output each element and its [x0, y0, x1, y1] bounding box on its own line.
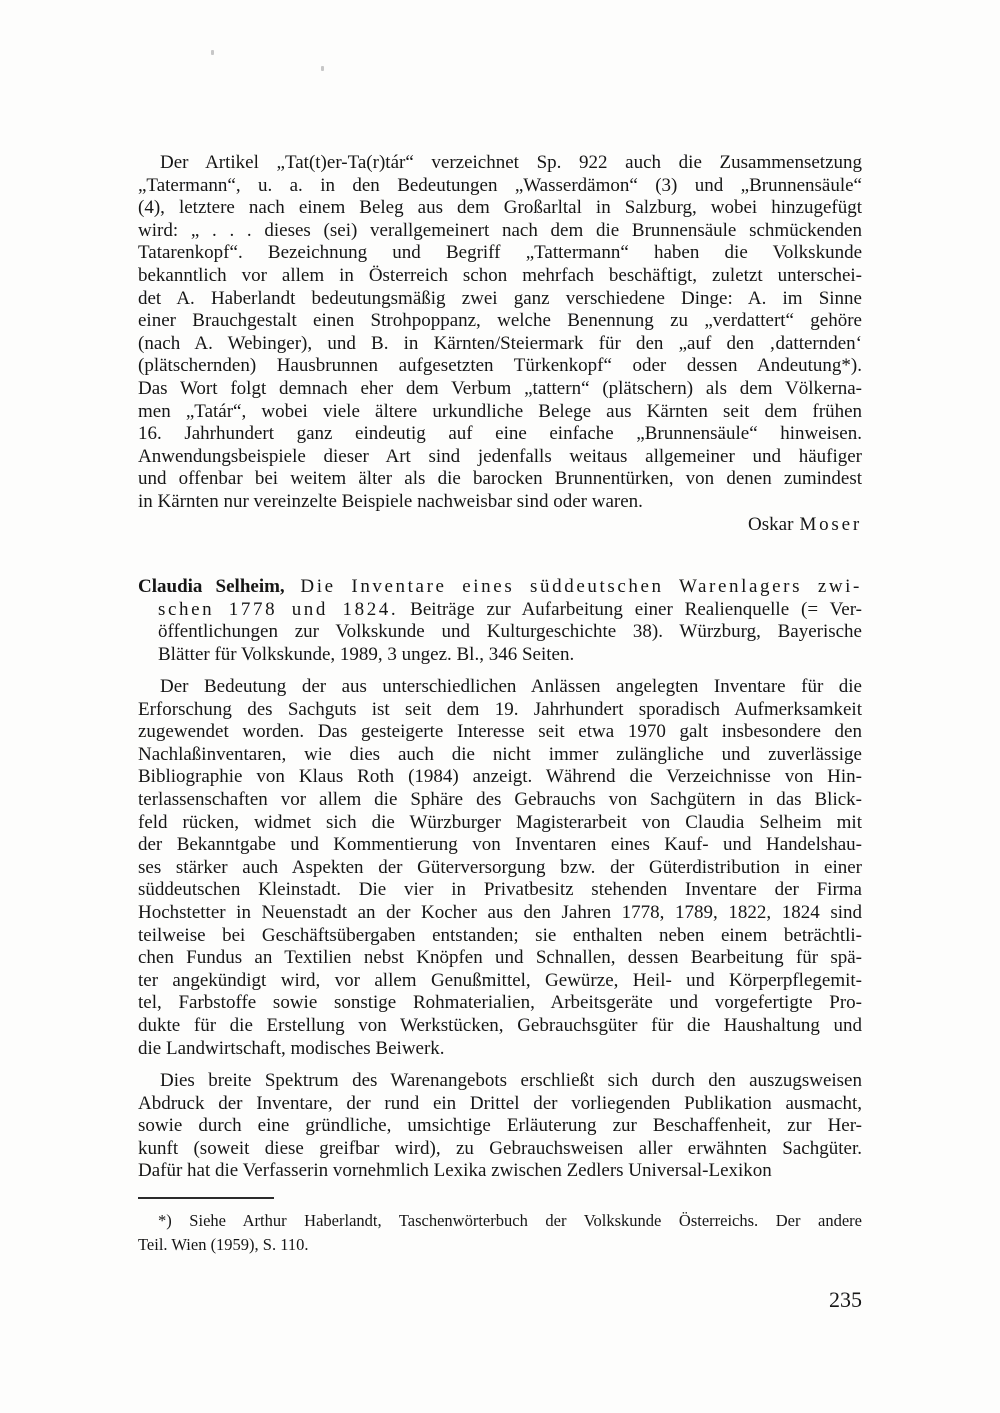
- text-line: Das Wort folgt demnach eher dem Verbum „tattern“ (plätschern) als dem Völkerna-: [138, 377, 862, 399]
- text-line: (plätschernden) Hausbrunnen aufgesetzten Türkenkopf“ oder dessen Andeutung*).: [138, 355, 862, 377]
- text-line: tel, Farbstoffe sowie sonstige Rohmaterialien, Arbeitsgeräte und vorgefertigte Pro-: [138, 992, 862, 1014]
- text-line: (nach A. Webinger), und B. in Kärnten/Steiermark für den „auf den ‚datternden‘: [138, 332, 862, 354]
- signature-last-name: Moser: [799, 514, 862, 535]
- text-line: Dies breite Spektrum des Warenangebots erschließt sich durch den auszugsweisen: [160, 1070, 862, 1091]
- signature-first-name: Oskar: [748, 514, 794, 535]
- text-segment: Beiträge zur Aufarbeitung einer Realienquelle (= Ver-: [398, 598, 862, 620]
- text-line: Der Artikel „Tat(t)er-Ta(r)tár“ verzeichnet Sp. 922 auch die Zusammensetzung: [160, 152, 862, 173]
- text-line: bekanntlich vor allem in Österreich schon mehrfach beschäftigt, zuletzt unterschei-: [138, 264, 862, 286]
- text-segment: schen 1778 und 1824.: [158, 598, 399, 620]
- text-line: Abdruck der Inventare, der rund ein Drittel der vorliegenden Publikation ausmacht,: [138, 1092, 862, 1114]
- text-line: Blätter für Volkskunde, 1989, 3 ungez. Bl., 346 Seiten.: [158, 643, 575, 665]
- text-line: in Kärnten nur vereinzelte Beispiele nachweisbar sind oder waren.: [138, 490, 643, 512]
- text-line: Bibliographie von Klaus Roth (1984) anzeigt. Während die Verzeichnisse von Hin-: [138, 766, 862, 788]
- text-line: Anwendungsbeispiele dieser Art sind jedenfalls weitaus allgemeiner und häufiger: [138, 445, 862, 467]
- text-line: men „Tatár“, wobei viele ältere urkundliche Belege aus Kärnten seit dem frühen: [138, 400, 862, 422]
- selheim-review-paragraph-1: [138, 676, 862, 1060]
- text-line: terlassenschaften vor allem die Sphäre des Gebrauchs von Sachgütern in das Blick-: [138, 788, 862, 810]
- text-line: öffentlichungen zur Volkskunde und Kulturgeschichte 38). Würzburg, Bayerische: [158, 621, 862, 643]
- text-line: ter angekündigt wird, vor allem Genußmittel, Gewürze, Heil- und Körperpflegemit-: [138, 969, 862, 991]
- text-line: zugewendet worden. Das gesteigerte Interesse seit etwa 1970 galt insbesondere den: [138, 721, 862, 743]
- selheim-review-paragraph-2: [138, 1070, 862, 1183]
- text-line: *) Siehe Arthur Haberlandt, Taschenwörterbuch der Volkskunde Österreichs. Der andere: [158, 1211, 862, 1230]
- page-number: 235: [829, 1287, 862, 1312]
- text-line: Hochstetter in Neuenstadt an der Kocher aus den Jahren 1778, 1789, 1822, 1824 sind: [138, 901, 862, 923]
- text-line: 16. Jahrhundert ganz eindeutig auf eine einfache „Brunnensäule“ hinweisen.: [138, 423, 862, 445]
- text-line: Teil. Wien (1959), S. 110.: [138, 1234, 309, 1254]
- text-line: wird: „ . . . dieses (sei) verallgemeinert nach dem die Brunnensäule schmückenden: [138, 219, 862, 241]
- moser-signature: [138, 514, 862, 537]
- text-line: (4), letztere nach einem Beleg aus dem Großarltal in Salzburg, wobei hinzugefügt: [138, 197, 862, 219]
- text-line: und offenbar bei weitem älter als die barocken Brunnentürken, von denen zumindest: [138, 468, 862, 490]
- selheim-review-heading: [138, 576, 862, 666]
- text-line: chen Fundus an Textilien nebst Knöpfen und Schnallen, dessen Bearbeitung für spä-: [138, 947, 862, 969]
- text-line: die Landwirtschaft, modisches Beiwerk.: [138, 1037, 445, 1059]
- text-line: Erforschung des Sachguts ist seit dem 19. Jahrhundert sporadisch Aufmerksamkeit: [138, 698, 862, 720]
- text-line: süddeutschen Kleinstadt. Die vier in Privatbesitz stehenden Inventare der Firma: [138, 879, 862, 901]
- text-line: Nachlaßinventaren, wie dies auch die nicht immer zulängliche und zuverlässige: [138, 743, 862, 765]
- scan-speck: [321, 66, 324, 71]
- text-line: det A. Haberlandt bedeutungsmäßig zwei ganz verschiedene Dinge: A. im Sinne: [138, 287, 862, 309]
- text-segment: Die Inventare eines süddeutschen Warenlagers zwi-: [284, 576, 862, 597]
- text-line: Dafür hat die Verfasserin vornehmlich Lexika zwischen Zedlers Universal-Lexikon: [138, 1160, 772, 1182]
- text-line: „Tatermann“, u. a. in den Bedeutungen „Wasserdämon“ (3) und „Brunnensäule“: [138, 174, 862, 196]
- text-line: einer Brauchgestalt einen Strohpoppanz, welche Benennung zu „verdattert“ gehöre: [138, 310, 862, 332]
- text-line: [138, 599, 862, 622]
- text-line: Tatarenkopf“. Bezeichnung und Begriff „Tattermann“ haben die Volkskunde: [138, 242, 862, 264]
- text-line: kunft (soweit diese greifbar wird), zu Gebrauchsweisen aller erwähnten Sachgüter.: [138, 1137, 862, 1159]
- text-line: sowie durch eine gründliche, umsichtige Erläuterung zur Beschaffenheit, zur Her-: [138, 1115, 862, 1137]
- footnote-text: [138, 1209, 862, 1257]
- text-line: Der Bedeutung der aus unterschiedlichen Anlässen angelegten Inventare für die: [160, 676, 862, 697]
- scan-speck: [211, 50, 214, 55]
- text-line: teilweise bei Geschäftsübergaben entstanden; sie enthalten neben einem beträchtli-: [138, 924, 862, 946]
- text-line: dukte für die Erstellung von Werkstücken, Gebrauchsgüter für die Haushaltung und: [138, 1014, 862, 1036]
- text-segment: Claudia Selheim,: [138, 576, 285, 597]
- text-line: [138, 576, 862, 599]
- text-line: ses stärker auch Aspekten der Güterversorgung bzw. der Güterdistribution in einer: [138, 856, 862, 878]
- text-line: der Bekanntgabe und Kommentierung von Inventaren eines Kauf- und Handelshau-: [138, 834, 862, 856]
- footnote-rule: [138, 1197, 274, 1199]
- moser-review-paragraph: [138, 152, 862, 514]
- text-line: feld rücken, widmet sich die Würzburger Magisterarbeit von Claudia Selheim mit: [138, 811, 862, 833]
